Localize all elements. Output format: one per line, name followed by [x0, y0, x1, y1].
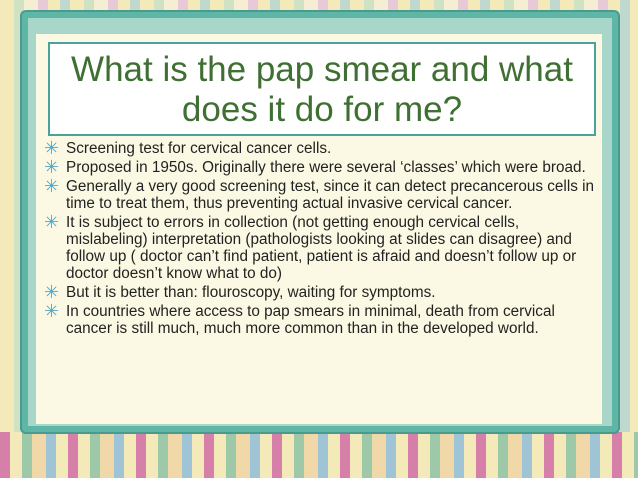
- list-item: [44, 178, 596, 212]
- slide-content: [36, 34, 602, 424]
- slide-title: [50, 44, 594, 130]
- list-item: [44, 284, 596, 301]
- bottom-decoration: [0, 432, 638, 478]
- star-burst-icon: ✳: [44, 301, 60, 321]
- bullet-text: In countries where access to pap smears in minimal, death from cervical cancer is still much, much more common than in the developed world.: [66, 303, 555, 337]
- list-item: [44, 214, 596, 282]
- bullet-text: Proposed in 1950s. Originally there were several ‘classes’ which were broad.: [66, 159, 586, 176]
- title-box: [48, 42, 596, 136]
- title-line-1: What is the pap smear and what: [71, 50, 573, 89]
- list-item: [44, 303, 596, 337]
- list-item: [44, 159, 596, 176]
- star-burst-icon: ✳: [44, 157, 60, 177]
- star-burst-icon: ✳: [44, 138, 60, 158]
- star-burst-icon: ✳: [44, 212, 60, 232]
- bullet-text: Generally a very good screening test, since it can detect precancerous cells in time to treat them, thus preventing actual invasive cervical cancer.: [66, 178, 595, 212]
- bullet-text: Screening test for cervical cancer cells.: [66, 140, 332, 157]
- bullet-text: But it is better than: flouroscopy, waiting for symptoms.: [66, 284, 436, 301]
- bullet-list: [44, 140, 596, 339]
- star-burst-icon: ✳: [44, 282, 60, 302]
- bullet-text: It is subject to errors in collection (not getting enough cervical cells, mislabeling) interpretation (pathologists looking at slides can disagree) and follow up ( doctor can’t find patient, patient is afraid and doesn’t follow up or doctor doesn’t know what to do): [66, 214, 577, 282]
- title-line-2: does it do for me?: [181, 90, 463, 129]
- list-item: [44, 140, 596, 157]
- star-burst-icon: ✳: [44, 176, 60, 196]
